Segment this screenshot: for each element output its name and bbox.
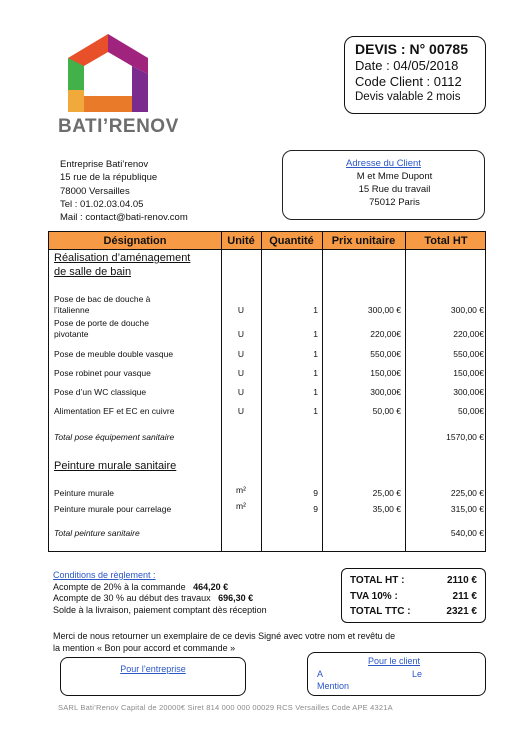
total-ht-label: TOTAL HT : <box>350 575 405 586</box>
section-title: Peinture murale sanitaire <box>54 460 177 472</box>
brand-name: BATI’RENOV <box>58 116 179 137</box>
client-address-title: Adresse du Client <box>346 158 421 169</box>
row-total: 50,00€ <box>458 406 484 416</box>
row-designation: Peinture murale <box>54 488 115 498</box>
subtotal-label: Total pose équipement sanitaire <box>54 432 175 442</box>
row-total: 300,00€ <box>453 387 484 397</box>
row-price: 300,00 € <box>367 305 401 315</box>
client-line: 15 Rue du travail <box>358 184 431 195</box>
client-line: M et Mme Dupont <box>356 171 433 182</box>
row-total: 220,00€ <box>453 329 484 339</box>
row-qty: 1 <box>313 305 318 315</box>
row-total: 300,00 € <box>450 305 484 315</box>
legal-footer: SARL Bati’Renov Capital de 20000€ Siret 814 000 000 00029 RCS Versailles Code APE 4321A <box>58 703 393 712</box>
quote-validity: Devis valable 2 mois <box>355 91 461 103</box>
row-total: 315,00 € <box>450 504 484 514</box>
quote-info-box <box>344 36 486 114</box>
house-logo-icon <box>62 32 154 114</box>
header-unit: Unité <box>227 235 255 247</box>
row-price: 150,00€ <box>370 368 401 378</box>
row-price: 50,00 € <box>372 406 401 416</box>
row-designation: Pose de bac de douche à <box>54 294 151 304</box>
total-ttc-label: TOTAL TTC : <box>350 606 411 617</box>
row-total: 550,00€ <box>453 349 484 359</box>
row-price: 25,00 € <box>372 488 401 498</box>
row-qty: 1 <box>313 329 318 339</box>
totals-box <box>341 568 486 623</box>
header-designation: Désignation <box>103 235 167 247</box>
row-unit: m² <box>236 485 246 495</box>
row-designation: pivotante <box>54 329 89 339</box>
row-qty: 1 <box>313 368 318 378</box>
client-signature-box[interactable] <box>307 652 486 696</box>
header-unit-price: Prix unitaire <box>331 235 396 247</box>
tva-value: 211 € <box>452 590 477 602</box>
quote-date: Date : 04/05/2018 <box>355 58 459 73</box>
company-signature-box[interactable] <box>60 657 246 696</box>
row-total: 225,00 € <box>450 488 484 498</box>
subtotal-value: 1570,00 € <box>446 432 484 442</box>
row-unit: U <box>237 329 245 339</box>
instructions-line: Merci de nous retourner un exemplaire de ce devis Signé avec votre nom et revêtu de <box>53 631 396 641</box>
conditions-text: Acompte de 30 % au début des travaux <box>53 593 211 604</box>
company-line: Entreprise Bati’renov <box>60 159 149 170</box>
company-address <box>60 158 188 224</box>
row-total: 150,00€ <box>453 368 484 378</box>
company-line: Tel : 01.02.03.04.05 <box>60 198 144 210</box>
row-qty: 9 <box>313 488 318 498</box>
row-designation: Pose de porte de douche <box>54 318 149 328</box>
row-unit: m² <box>236 501 246 511</box>
company-line: 78000 Versailles <box>60 185 130 197</box>
conditions-amount: 696,30 € <box>218 593 254 604</box>
total-ht-value: 2110 € <box>446 575 477 586</box>
row-designation: l’italienne <box>54 305 90 315</box>
row-designation: Peinture murale pour carrelage <box>54 504 172 514</box>
row-unit: U <box>237 368 245 378</box>
row-qty: 9 <box>313 504 318 514</box>
row-price: 300,00€ <box>370 387 401 397</box>
total-ttc-value: 2321 € <box>446 606 477 617</box>
client-signature-mention: Mention <box>317 681 350 691</box>
total-ttc-row <box>350 604 477 620</box>
total-ht-row <box>350 573 477 589</box>
row-qty: 1 <box>313 349 318 359</box>
row-designation: Alimentation EF et EC en cuivre <box>54 406 175 416</box>
row-unit: U <box>237 349 245 359</box>
row-qty: 1 <box>313 387 318 397</box>
conditions-text: Acompte de 20% à la commande <box>53 581 186 592</box>
client-signature-date: Le <box>412 669 423 679</box>
row-designation: Pose d’un WC classique <box>54 387 147 397</box>
subtotal-label: Total peinture sanitaire <box>54 528 140 538</box>
quote-table <box>48 231 486 552</box>
client-signature-place: A <box>317 669 324 679</box>
conditions-line: Solde à la livraison, paiement comptant dès réception <box>53 604 267 615</box>
conditions-title: Conditions de règlement : <box>53 570 156 580</box>
company-signature-title: Pour l’entreprise <box>120 664 186 674</box>
client-signature-title: Pour le client <box>368 656 421 666</box>
header-quantity: Quantité <box>269 235 314 247</box>
section-title: de salle de bain <box>54 266 132 278</box>
row-unit: U <box>237 387 245 397</box>
conditions-line <box>53 593 267 605</box>
row-qty: 1 <box>313 406 318 416</box>
row-price: 35,00 € <box>372 504 401 514</box>
row-unit: U <box>237 406 245 416</box>
company-line: Mail : contact@bati-renov.com <box>60 212 188 224</box>
company-line: 15 rue de la république <box>60 172 158 184</box>
client-line: 75012 Paris <box>369 197 420 208</box>
row-price: 550,00€ <box>370 349 401 359</box>
row-unit: U <box>237 305 245 315</box>
payment-conditions <box>53 570 267 616</box>
client-address-box <box>282 150 485 220</box>
row-designation: Pose de meuble double vasque <box>54 349 174 359</box>
conditions-line <box>53 582 267 594</box>
quote-number: DEVIS : N° 00785 <box>355 41 468 57</box>
instructions-line: la mention « Bon pour accord et commande » <box>53 643 236 653</box>
tva-label: TVA 10% : <box>350 590 398 602</box>
subtotal-value: 540,00 € <box>450 528 484 538</box>
section-title: Réalisation d’aménagement <box>54 252 191 264</box>
header-total-ht: Total HT <box>424 235 468 247</box>
return-instructions <box>53 630 395 654</box>
conditions-amount: 464,20 € <box>193 581 229 592</box>
row-price: 220,00€ <box>370 329 401 339</box>
tva-row <box>350 589 477 605</box>
client-code: Code Client : 0112 <box>355 74 462 89</box>
table-header <box>49 232 485 250</box>
row-designation: Pose robinet pour vasque <box>54 368 151 378</box>
